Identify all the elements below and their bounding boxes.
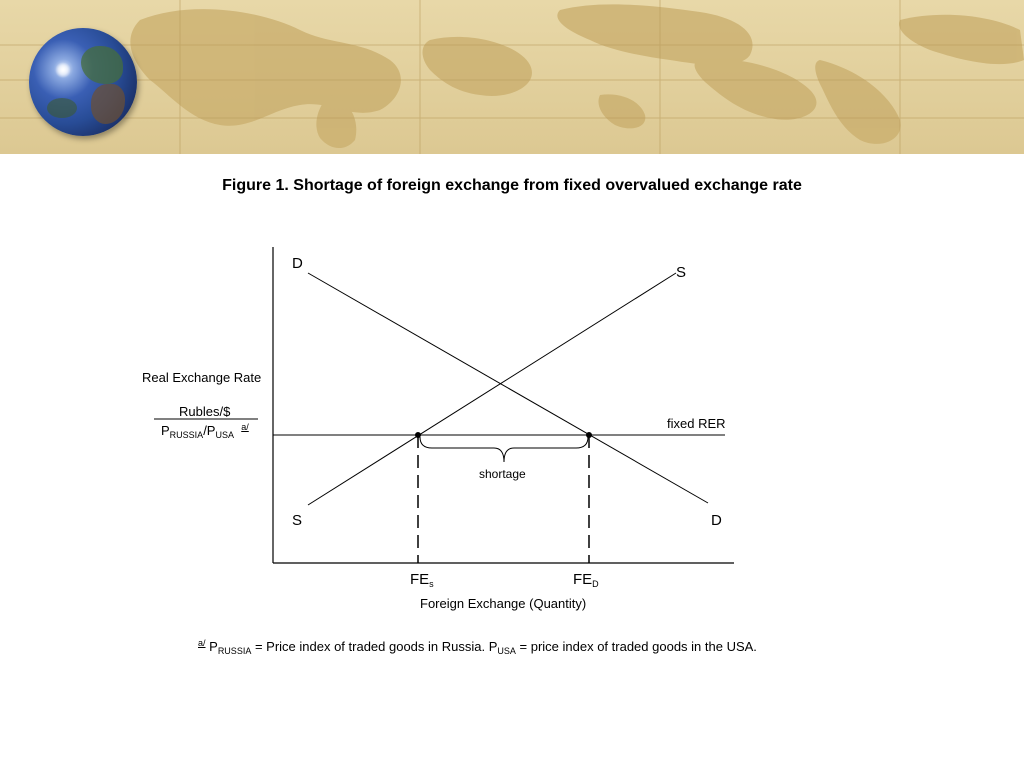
y-axis-unit-numerator: Rubles/$ <box>179 404 231 419</box>
supply-label-top: S <box>676 264 687 281</box>
fe-demand-label: $FE_D$ <box>573 571 599 589</box>
demand-label-top: D <box>292 255 303 272</box>
shortage-brace <box>420 437 588 462</box>
supply-label-bottom: S <box>292 512 303 529</box>
figure-title: Figure 1. Shortage of foreign exchange from fixed overvalued exchange rate <box>222 177 802 194</box>
shortage-label: shortage <box>479 467 526 481</box>
x-axis-title: Foreign Exchange (Quantity) <box>420 596 587 611</box>
demand-label-bottom: D <box>711 512 722 529</box>
footnote-marker: a/ <box>198 638 206 648</box>
fixed-rate-label: fixed RER <box>667 416 726 431</box>
demand-intersection-point <box>586 432 592 438</box>
fe-supply-label: $FE_s$ <box>410 571 434 589</box>
footnote: $^{a/}$ $P_{RUSSIA}$ = Price index of traded goods in Russia. $P_{USA}$ = price index of traded goods in the USA. <box>198 638 757 656</box>
y-axis-title: Real Exchange Rate <box>142 370 262 385</box>
y-axis-unit-denominator: $P_{RUSSIA}/P_{USA}$ $^{a/}$ <box>161 422 249 440</box>
